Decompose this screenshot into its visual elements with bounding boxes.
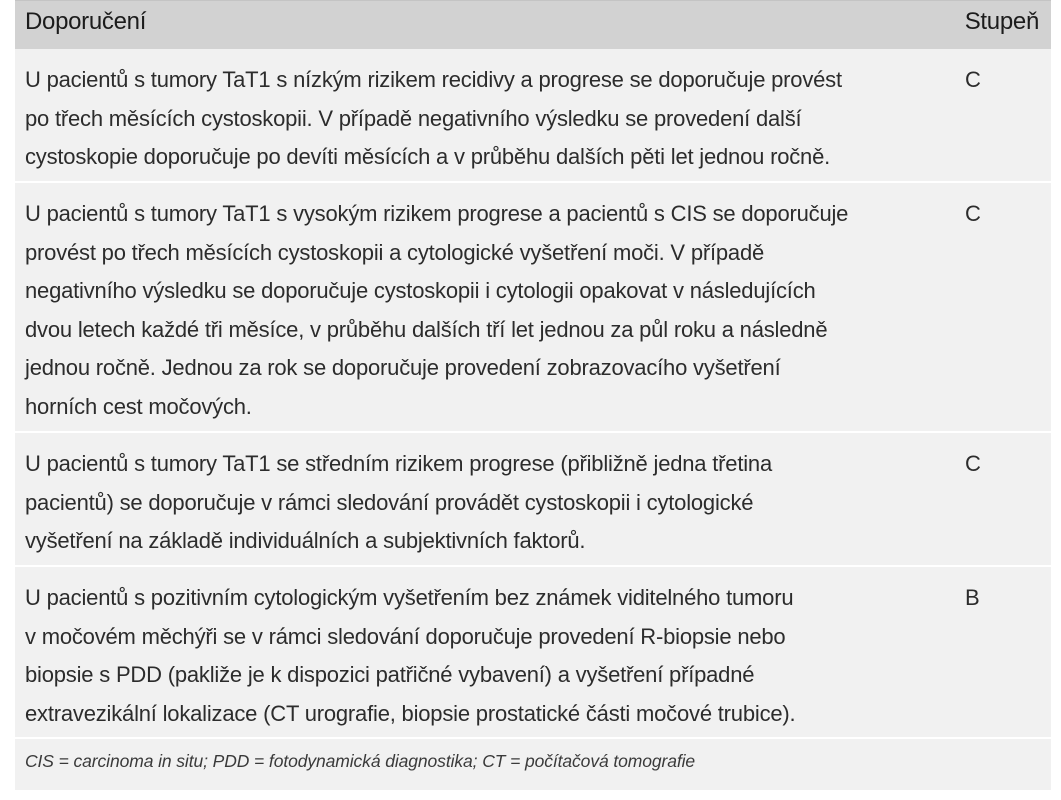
recommendation-text: U pacientů s tumory TaT1 se středním rizikem progrese (přibližně jedna třetina pacientů) se doporučuje v rámci sledování provádět cystoskopii i cytologické vyšetření na základě individuálních a subjektivních faktorů. <box>25 451 772 553</box>
header-recommendation: Doporučení <box>25 8 147 35</box>
grade-value: B <box>965 585 980 610</box>
table-footer <box>15 739 1051 791</box>
table-row <box>15 49 1051 183</box>
table-row <box>15 183 1051 433</box>
table-row <box>15 567 1051 739</box>
table-row <box>15 433 1051 567</box>
grade-value: C <box>965 201 981 226</box>
recommendation-text: U pacientů s tumory TaT1 s vysokým rizikem progrese a pacientů s CIS se doporučuje provést po třech měsících cystoskopii a cytologické vyšetření moči. V případě negativního výsledku se doporučuje cystoskopii i cytologii opakovat v následujících dvou letech každé tři měsíce, v průběhu dalších tří let jednou za půl roku a následně jednou ročně. Jednou za rok se doporučuje provedení zobrazovacího vyšetření horních cest močových. <box>25 201 849 419</box>
footnote: CIS = carcinoma in situ; PDD = fotodynamická diagnostika; CT = počítačová tomografie <box>25 751 696 771</box>
recommendation-text: U pacientů s tumory TaT1 s nízkým rizikem recidivy a progrese se doporučuje provést po třech měsících cystoskopii. V případě negativního výsledku se provedení další cystoskopie doporučuje po devíti měsících a v průběhu dalších pěti let jednou ročně. <box>25 67 842 169</box>
header-grade: Stupeň <box>964 8 1039 35</box>
recommendation-text: U pacientů s pozitivním cytologickým vyšetřením bez známek viditelného tumoru v močovém měchýři se v rámci sledování doporučuje provedení R-biopsie nebo biopsie s PDD (pakliže je k dispozici patřičné vybavení) a vyšetření případné extravezikální lokalizace (CT urografie, biopsie prostatické části močové trubice). <box>25 585 796 726</box>
grade-value: C <box>965 451 981 476</box>
table-header <box>15 0 1051 49</box>
grade-value: C <box>965 67 981 92</box>
recommendations-table <box>15 0 1051 790</box>
